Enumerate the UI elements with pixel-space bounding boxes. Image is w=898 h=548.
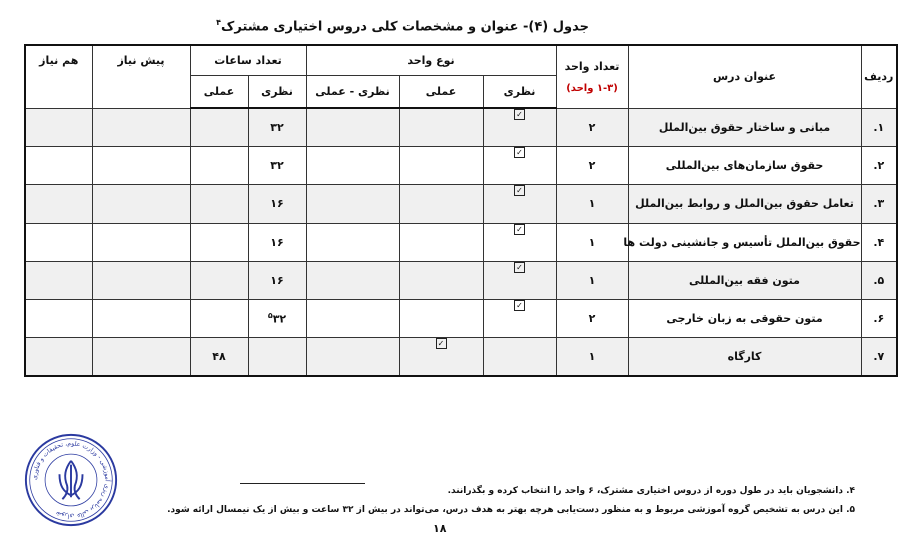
type-theory-practical-cell — [306, 185, 399, 223]
hours-theory-cell: ۳۲ — [248, 108, 306, 147]
type-practical-cell — [399, 223, 483, 261]
prereq-cell — [92, 223, 190, 261]
coreq-cell — [25, 338, 92, 377]
header-unit-type: نوع واحد — [306, 45, 556, 76]
type-theory-cell — [483, 223, 556, 261]
prereq-cell — [92, 185, 190, 223]
course-title-cell: متون حقوقی به زبان خارجی — [628, 299, 861, 337]
units-cell: ۲ — [556, 299, 628, 337]
radif-cell: ۳. — [861, 185, 897, 223]
hours-theory-cell: ۱۶ — [248, 261, 306, 299]
checkbox-checked-icon: ✓ — [514, 109, 525, 120]
units-cell: ۱ — [556, 185, 628, 223]
hours-theory-cell: ۳۲ — [248, 147, 306, 185]
type-theory-practical-cell — [306, 299, 399, 337]
radif-cell: ۷. — [861, 338, 897, 377]
coreq-cell — [25, 185, 92, 223]
svg-text:شورای عالی برنامه ریزی آموزشی: شورای عالی برنامه ریزی آموزشی - وزارت علوم، تحقیقات و فناوری — [31, 440, 111, 520]
coreq-cell — [25, 299, 92, 337]
type-theory-cell — [483, 261, 556, 299]
type-theory-practical-cell — [306, 223, 399, 261]
checkbox-checked-icon: ✓ — [514, 300, 525, 311]
checkbox-checked-icon: ✓ — [514, 224, 525, 235]
units-note: (۱-۳ واحد) — [566, 82, 618, 94]
type-practical-cell — [399, 338, 483, 377]
footnote-4: ۴. دانشجویان باید در طول دوره از دروس اختیاری مشترک، ۶ واحد را انتخاب کرده و بگذرانند. — [447, 486, 855, 496]
table-row — [25, 261, 897, 299]
checkbox-checked-icon: ✓ — [436, 338, 447, 349]
header-practical: عملی — [399, 76, 483, 109]
type-theory-practical-cell — [306, 261, 399, 299]
table-row — [25, 185, 897, 223]
header-theory-practical: نظری - عملی — [306, 76, 399, 109]
prereq-cell — [92, 147, 190, 185]
table-title: جدول (۴)- عنوان و مشخصات کلی دروس اختیاری مشترک$^۴$ — [216, 18, 589, 35]
official-seal-icon — [23, 432, 119, 528]
header-hours: تعداد ساعات — [190, 45, 306, 76]
radif-cell: ۵. — [861, 261, 897, 299]
page-number: ۱۸ — [433, 522, 447, 535]
coreq-cell — [25, 223, 92, 261]
radif-cell: ۴. — [861, 223, 897, 261]
header-radif: ردیف — [861, 45, 897, 108]
coreq-cell — [25, 108, 92, 147]
header-prereq: پیش نیاز — [92, 45, 190, 108]
hours-practical-cell — [190, 261, 248, 299]
hours-practical-cell: ۴۸ — [190, 338, 248, 377]
hours-practical-cell — [190, 185, 248, 223]
footnote-divider — [240, 483, 365, 484]
type-theory-practical-cell — [306, 108, 399, 147]
prereq-cell — [92, 299, 190, 337]
type-theory-cell — [483, 338, 556, 377]
type-theory-cell — [483, 299, 556, 337]
table-row — [25, 223, 897, 261]
type-theory-practical-cell — [306, 338, 399, 377]
type-theory-practical-cell — [306, 147, 399, 185]
footnote-5: ۵. این درس به تشخیص گروه آموزشی مربوط و به منظور دست‌یابی هرچه بهتر به هدف درس، می‌تواند در بیش از ۳۲ ساعت و بیش از یک نیمسال ارائه شود. — [167, 505, 855, 515]
type-practical-cell — [399, 299, 483, 337]
units-cell: ۱ — [556, 261, 628, 299]
radif-cell: ۲. — [861, 147, 897, 185]
header-course: عنوان درس — [628, 45, 861, 108]
table-row — [25, 338, 897, 377]
hours-theory-cell — [248, 338, 306, 377]
units-cell: ۱ — [556, 338, 628, 377]
hours-theory-cell: ۱۶ — [248, 223, 306, 261]
hours-theory-cell: $^۵$۳۲ — [248, 299, 306, 337]
hours-practical-cell — [190, 299, 248, 337]
course-title-cell: کارگاه — [628, 338, 861, 377]
footnote-ref: ۵ — [267, 311, 273, 321]
checkbox-checked-icon: ✓ — [514, 147, 525, 158]
header-hours-theory: نظری — [248, 76, 306, 109]
prereq-cell — [92, 108, 190, 147]
footnote-ref: ۴ — [216, 18, 222, 27]
type-practical-cell — [399, 108, 483, 147]
radif-cell: ۱. — [861, 108, 897, 147]
checkbox-checked-icon: ✓ — [514, 262, 525, 273]
type-practical-cell — [399, 261, 483, 299]
course-title-cell: مبانی و ساختار حقوق بین‌الملل — [628, 108, 861, 147]
header-hours-practical: عملی — [190, 76, 248, 109]
courses-table — [24, 44, 898, 377]
type-practical-cell — [399, 147, 483, 185]
hours-practical-cell — [190, 223, 248, 261]
checkbox-checked-icon: ✓ — [514, 185, 525, 196]
units-cell: ۱ — [556, 223, 628, 261]
course-title-cell: حقوق بین‌الملل تأسیس و جانشینی دولت ها — [628, 223, 861, 261]
course-title-cell: تعامل حقوق بین‌الملل و روابط بین‌الملل — [628, 185, 861, 223]
coreq-cell — [25, 261, 92, 299]
header-theory: نظری — [483, 76, 556, 109]
course-title-cell: حقوق سازمان‌های بین‌المللی — [628, 147, 861, 185]
units-cell: ۲ — [556, 108, 628, 147]
hours-practical-cell — [190, 147, 248, 185]
hours-theory-cell: ۱۶ — [248, 185, 306, 223]
type-practical-cell — [399, 185, 483, 223]
prereq-cell — [92, 338, 190, 377]
type-theory-cell — [483, 108, 556, 147]
hours-practical-cell — [190, 108, 248, 147]
table-row — [25, 299, 897, 337]
course-title-cell: متون فقه بین‌المللی — [628, 261, 861, 299]
header-coreq: هم نیاز — [25, 45, 92, 108]
radif-cell: ۶. — [861, 299, 897, 337]
header-units: تعداد واحد (۱-۳ واحد) — [556, 45, 628, 108]
type-theory-cell — [483, 147, 556, 185]
table-row — [25, 108, 897, 147]
units-cell: ۲ — [556, 147, 628, 185]
coreq-cell — [25, 147, 92, 185]
table-row — [25, 147, 897, 185]
prereq-cell — [92, 261, 190, 299]
type-theory-cell — [483, 185, 556, 223]
